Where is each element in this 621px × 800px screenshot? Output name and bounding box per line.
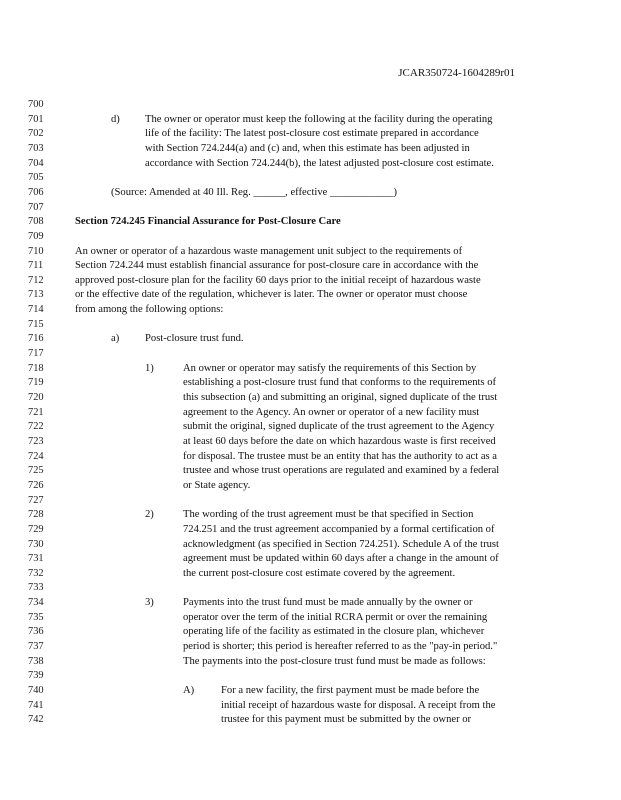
line-text: The owner or operator must keep the following at the facility during the operating bbox=[145, 113, 493, 125]
list-marker: a) bbox=[111, 333, 120, 345]
line-number: 714 bbox=[28, 304, 44, 316]
line-text: An owner or operator of a hazardous waste management unit subject to the requirements of bbox=[75, 245, 463, 257]
line-text: with Section 724.244(a) and (c) and, when this estimate has been adjusted in bbox=[145, 142, 470, 154]
line-text: or the effective date of the regulation, whichever is later. The owner or operator must choose bbox=[75, 289, 468, 301]
line-number: 741 bbox=[28, 699, 44, 711]
line-text: period is shorter; this period is hereafter referred to as the "pay-in period." bbox=[183, 641, 498, 653]
line-number: 709 bbox=[28, 230, 44, 242]
line-number: 701 bbox=[28, 113, 44, 125]
line-number: 738 bbox=[28, 655, 44, 667]
line-number: 717 bbox=[28, 348, 44, 360]
line-number: 712 bbox=[28, 274, 44, 286]
line-number: 720 bbox=[28, 392, 44, 403]
line-number: 719 bbox=[28, 377, 44, 389]
line-number: 729 bbox=[28, 523, 44, 535]
line-number: 728 bbox=[28, 509, 44, 521]
list-marker: 3) bbox=[145, 597, 154, 609]
line-number: 731 bbox=[28, 553, 44, 565]
line-text: approved post-closure plan for the facility 60 days prior to the initial receipt of hazardous waste bbox=[75, 274, 481, 286]
line-number: 703 bbox=[28, 142, 44, 154]
line-number: 726 bbox=[28, 479, 44, 491]
line-number: 708 bbox=[28, 216, 44, 228]
line-text: 724.251 and the trust agreement accompanied by a formal certification of bbox=[183, 523, 495, 535]
line-number: 716 bbox=[28, 333, 44, 345]
line-number: 700 bbox=[28, 99, 44, 110]
line-number: 730 bbox=[28, 538, 44, 550]
line-text: For a new facility, the first payment must be made before the bbox=[221, 685, 480, 696]
line-number: 727 bbox=[28, 494, 44, 506]
line-number: 742 bbox=[28, 714, 44, 726]
line-text: establishing a post-closure trust fund that conforms to the requirements of bbox=[183, 377, 497, 389]
section-heading: Section 724.245 Financial Assurance for Post-Closure Care bbox=[75, 216, 341, 228]
line-number: 723 bbox=[28, 435, 44, 447]
line-text: The payments into the post-closure trust fund must be made as follows: bbox=[183, 655, 486, 667]
line-text: life of the facility: The latest post-closure cost estimate prepared in accordance bbox=[145, 128, 479, 140]
list-marker: d) bbox=[111, 113, 120, 125]
line-number: 737 bbox=[28, 641, 44, 653]
line-text: for disposal. The trustee must be an entity that has the authority to act as a bbox=[183, 450, 498, 462]
line-number: 711 bbox=[28, 260, 44, 272]
line-number: 732 bbox=[28, 567, 44, 579]
line-text: An owner or operator may satisfy the requirements of this Section by bbox=[183, 362, 477, 374]
line-number: 724 bbox=[28, 450, 44, 462]
line-text: acknowledgment (as specified in Section 724.251). Schedule A of the trust bbox=[183, 538, 499, 550]
line-text: Post-closure trust fund. bbox=[145, 333, 244, 345]
line-text: Section 724.244 must establish financial assurance for post-closure care in accordance with the bbox=[75, 260, 479, 272]
line-number: 736 bbox=[28, 626, 44, 638]
line-text: agreement to the Agency. An owner or operator of a new facility must bbox=[183, 406, 480, 418]
line-number: 733 bbox=[28, 582, 44, 594]
line-text: or State agency. bbox=[183, 479, 251, 491]
line-text: this subsection (a) and submitting an original, signed duplicate of the trust bbox=[183, 392, 498, 403]
line-text: operator over the term of the initial RCRA permit or over the remaining bbox=[183, 611, 488, 623]
line-text: initial receipt of hazardous waste for disposal. A receipt from the bbox=[221, 699, 496, 711]
line-text: accordance with Section 724.244(b), the latest adjusted post-closure cost estimate. bbox=[145, 157, 494, 169]
line-number: 713 bbox=[28, 289, 44, 301]
line-text: at least 60 days before the date on which hazardous waste is first received bbox=[183, 435, 496, 447]
line-text: trustee and whose trust operations are regulated and examined by a federal bbox=[183, 465, 500, 477]
list-marker: 1) bbox=[145, 362, 154, 374]
line-text: The wording of the trust agreement must be that specified in Section bbox=[183, 509, 474, 521]
line-number: 705 bbox=[28, 172, 44, 184]
line-number: 721 bbox=[28, 406, 44, 418]
line-number: 725 bbox=[28, 465, 44, 477]
line-text: trustee for this payment must be submitted by the owner or bbox=[221, 714, 472, 726]
line-text: (Source: Amended at 40 Ill. Reg. ______, effective ____________) bbox=[111, 186, 398, 198]
line-text: from among the following options: bbox=[75, 304, 224, 316]
document-header: JCAR350724-1604289r01 bbox=[398, 67, 515, 79]
line-number: 704 bbox=[28, 157, 44, 169]
line-number: 722 bbox=[28, 421, 44, 433]
line-number: 715 bbox=[28, 318, 44, 330]
line-number: 734 bbox=[28, 597, 44, 609]
line-number: 735 bbox=[28, 611, 44, 623]
list-marker: A) bbox=[183, 685, 195, 696]
list-marker: 2) bbox=[145, 509, 154, 521]
line-number: 739 bbox=[28, 670, 44, 682]
line-text: the current post-closure cost estimate covered by the agreement. bbox=[183, 567, 456, 579]
line-number: 702 bbox=[28, 128, 44, 140]
line-text: Payments into the trust fund must be made annually by the owner or bbox=[183, 597, 473, 609]
line-number: 707 bbox=[28, 201, 44, 213]
line-text: submit the original, signed duplicate of the trust agreement to the Agency bbox=[183, 421, 495, 433]
line-text: operating life of the facility as estimated in the closure plan, whichever bbox=[183, 626, 485, 638]
line-number: 718 bbox=[28, 362, 44, 374]
line-number: 710 bbox=[28, 245, 44, 257]
line-text: agreement must be updated within 60 days after a change in the amount of bbox=[183, 553, 499, 565]
line-number: 740 bbox=[28, 685, 44, 696]
line-number: 706 bbox=[28, 186, 44, 198]
